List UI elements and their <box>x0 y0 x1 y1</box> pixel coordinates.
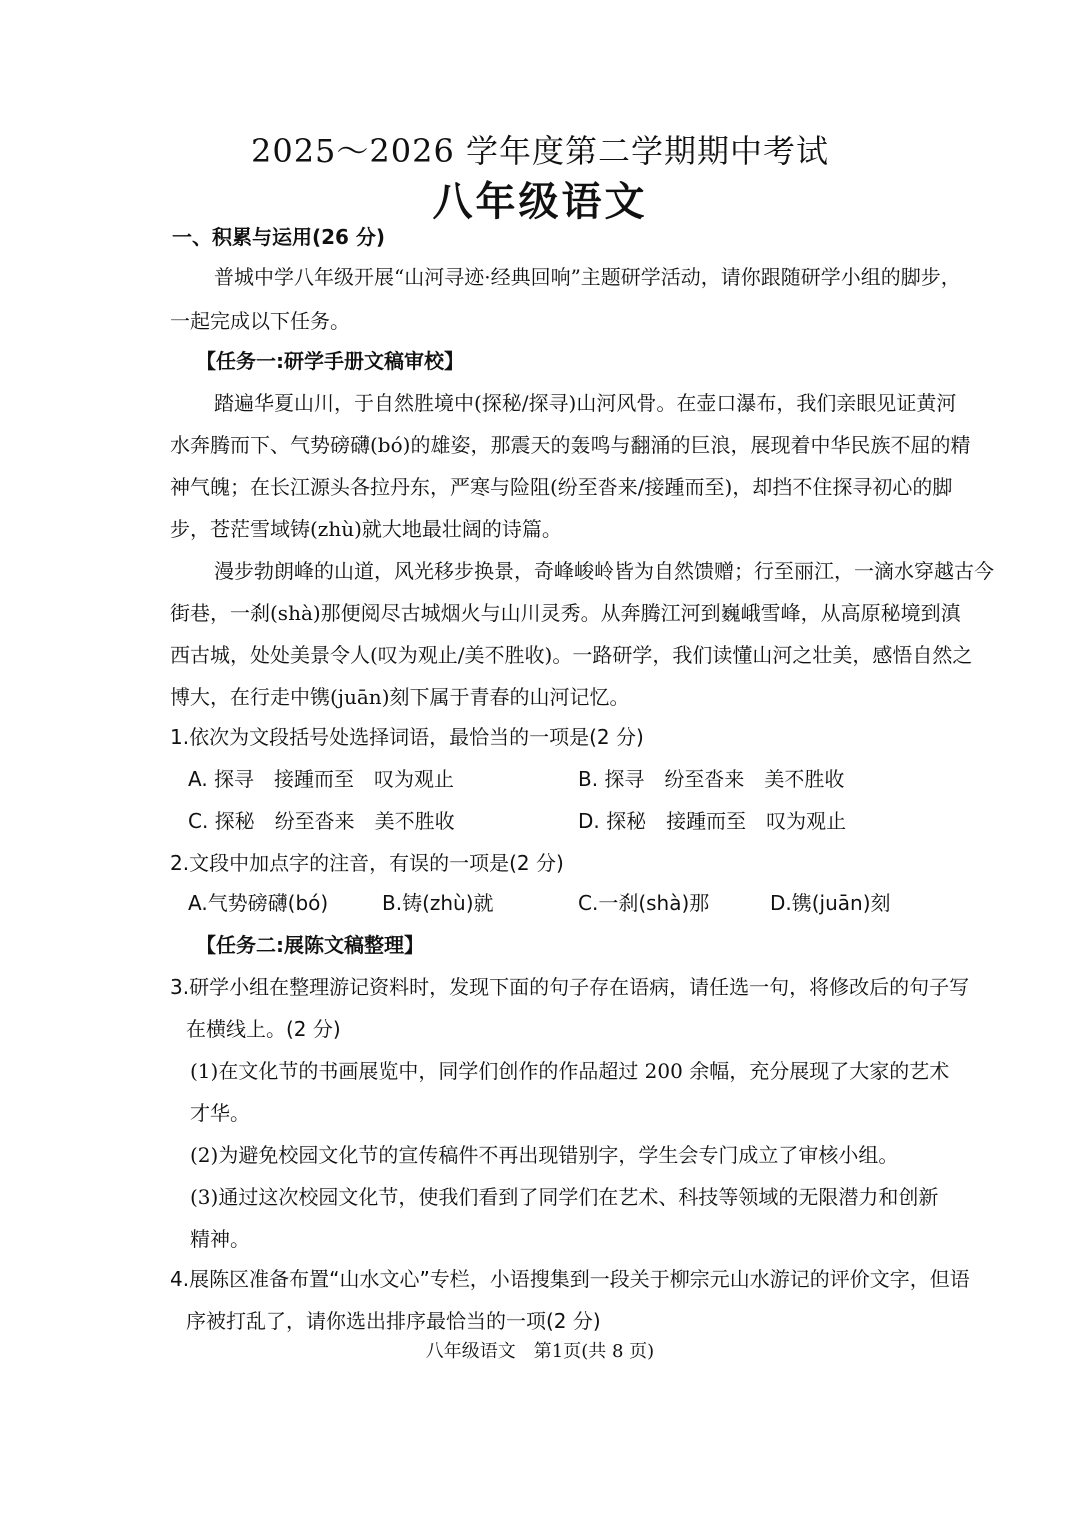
q2-option-b: B.铸(zhù)就 <box>382 891 494 915</box>
section-heading: 一、积累与运用(26 分) <box>172 225 386 249</box>
passage-line: 步，苍茫雪域铸(zhù)就大地最壮阔的诗篇。 <box>170 517 562 541</box>
passage-line: 神气魄；在长江源头各拉丹东，严寒与险阻(纷至沓来/接踵而至)，却挡不住探寻初心的脚 <box>170 475 953 499</box>
passage-line: 街巷，一刹(shà)那便阅尽古城烟火与山川灵秀。从奔腾江河到巍峨雪峰，从高原秘境到滇 <box>170 601 961 625</box>
question-3-stem: 在横线上。(2 分) <box>186 1017 341 1041</box>
q3-item: 精神。 <box>190 1227 250 1251</box>
task2-heading: 【任务二:展陈文稿整理】 <box>196 933 424 957</box>
question-3-stem: 3.研学小组在整理游记资料时，发现下面的句子存在语病，请任选一句，将修改后的句子写 <box>170 975 970 999</box>
q3-item: (1)在文化节的书画展览中，同学们创作的作品超过 200 余幅，充分展现了大家的艺术 <box>190 1059 950 1083</box>
q1-option-c: C. 探秘 纷至沓来 美不胜收 <box>188 809 455 833</box>
question-1-stem: 1.依次为文段括号处选择词语，最恰当的一项是(2 分) <box>170 725 644 749</box>
q1-option-d: D. 探秘 接踵而至 叹为观止 <box>578 809 847 833</box>
q3-item: 才华。 <box>190 1101 250 1125</box>
passage-line: 漫步勃朗峰的山道，风光移步换景，奇峰峻岭皆为自然馈赠；行至丽江，一滴水穿越古今 <box>214 559 994 583</box>
passage-line: 踏遍华夏山川，于自然胜境中(探秘/探寻)山河风骨。在壶口瀑布，我们亲眼见证黄河 <box>214 391 957 415</box>
q3-item: (3)通过这次校园文化节，使我们看到了同学们在艺术、科技等领域的无限潜力和创新 <box>190 1185 939 1209</box>
intro-line: 普城中学八年级开展“山河寻迹·经典回响”主题研学活动，请你跟随研学小组的脚步， <box>214 265 961 289</box>
intro-line: 一起完成以下任务。 <box>170 309 350 333</box>
q1-option-b: B. 探寻 纷至沓来 美不胜收 <box>578 767 845 791</box>
q1-option-a: A. 探寻 接踵而至 叹为观止 <box>188 767 455 791</box>
task1-heading: 【任务一:研学手册文稿审校】 <box>196 349 464 373</box>
q2-option-a: A.气势磅礴(bó) <box>188 891 329 915</box>
page-footer: 八年级语文 第1页(共 8 页) <box>425 1341 655 1362</box>
question-4-stem: 4.展陈区准备布置“山水文心”专栏，小语搜集到一段关于柳宗元山水游记的评价文字，但语 <box>170 1267 970 1291</box>
subject-title: 八年级语文 <box>432 179 648 225</box>
question-2-stem: 2.文段中加点字的注音，有误的一项是(2 分) <box>170 851 564 875</box>
q3-item: (2)为避免校园文化节的宣传稿件不再出现错别字，学生会专门成立了审核小组。 <box>190 1143 899 1167</box>
passage-line: 西古城，处处美景令人(叹为观止/美不胜收)。一路研学，我们读懂山河之壮美，感悟自然之 <box>170 643 973 667</box>
q2-option-d: D.镌(juān)刻 <box>770 891 891 915</box>
question-4-stem: 序被打乱了，请你选出排序最恰当的一项(2 分) <box>186 1309 601 1333</box>
passage-line: 水奔腾而下、气势磅礴(bó)的雄姿，那震天的轰鸣与翻涌的巨浪，展现着中华民族不屈的精 <box>170 433 971 457</box>
passage-line: 博大，在行走中镌(juān)刻下属于青春的山河记忆。 <box>170 685 630 709</box>
exam-title: 2025～2026 学年度第二学期期中考试 <box>250 132 830 170</box>
q2-option-c: C.一刹(shà)那 <box>578 891 710 915</box>
